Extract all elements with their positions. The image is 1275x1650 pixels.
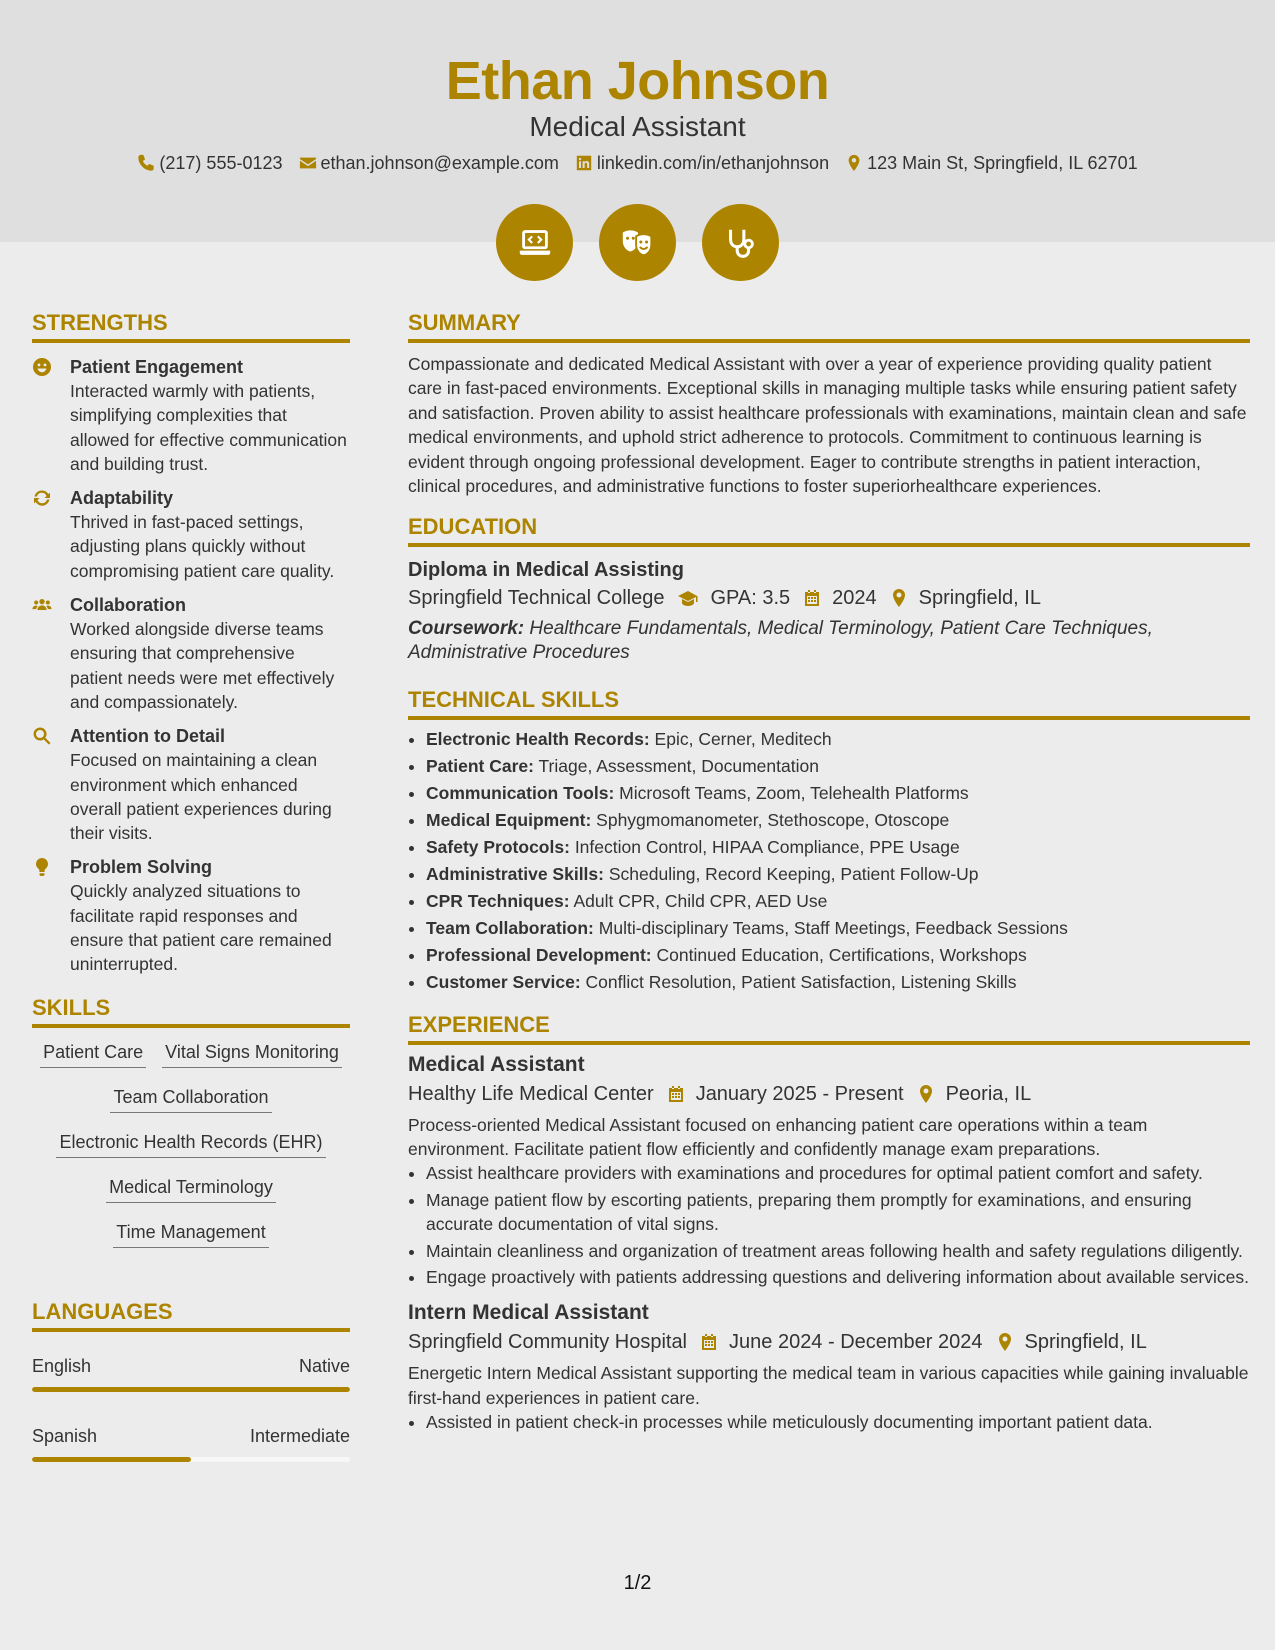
theater-masks-badge — [599, 204, 676, 281]
search-icon — [32, 726, 52, 746]
skill-tag: Team Collaboration — [110, 1085, 271, 1113]
skills-list — [32, 1040, 350, 1265]
job-entry — [408, 1299, 1250, 1434]
job-summary: Energetic Intern Medical Assistant supporting the medical team in various capacities while gaining invaluable first-hand experiences in patient care. — [408, 1363, 1249, 1408]
list-item: • Team Collaboration: Multi-disciplinary Teams, Staff Meetings, Feedback Sessions — [426, 915, 1250, 942]
strength-title: Problem Solving — [70, 857, 213, 878]
map-pin-icon — [995, 1332, 1015, 1352]
list-item: • Engage proactively with patients addressing questions and delivering information about available services. — [426, 1265, 1250, 1289]
language-item — [32, 1424, 350, 1462]
language-name: Spanish — [32, 1425, 98, 1446]
contact-address — [845, 151, 1138, 175]
page-number: 1/2 — [623, 1572, 652, 1594]
skills-heading: SKILLS — [32, 993, 350, 1028]
strength-item — [32, 486, 350, 583]
technical-skills-list — [408, 726, 1250, 995]
theater-masks-icon — [619, 224, 657, 262]
education-heading: EDUCATION — [408, 512, 1250, 547]
phone-icon — [137, 154, 155, 172]
phone-text: (217) 555-0123 — [159, 153, 283, 173]
laptop-code-badge — [496, 204, 573, 281]
strength-item — [32, 355, 350, 476]
list-item: • Assist healthcare providers with examinations and procedures for optimal patient comfort and safety. — [426, 1161, 1250, 1185]
strength-title: Adaptability — [70, 488, 174, 509]
list-item: • Maintain cleanliness and organization of treatment areas following health and safety regulations diligently. — [426, 1239, 1250, 1263]
education-coursework — [408, 617, 1250, 665]
technical-skills-heading: TECHNICAL SKILLS — [408, 685, 1250, 720]
job-location: Springfield, IL — [1024, 1331, 1147, 1354]
job-dates: June 2024 - December 2024 — [729, 1331, 983, 1354]
strengths-heading: STRENGTHS — [32, 308, 350, 343]
language-level: Intermediate — [249, 1425, 350, 1446]
job-entry-title: Intern Medical Assistant — [408, 1301, 649, 1325]
calendar-icon — [802, 588, 822, 608]
education-year: 2024 — [832, 587, 877, 610]
strength-title: Patient Engagement — [70, 357, 244, 377]
list-item: • Manage patient flow by escorting patients, preparing them promptly for examinations, and ensuring accurate documentation of vital signs. — [426, 1188, 1250, 1237]
list-item: • Assisted in patient check-in processes while meticulously documenting important patient data. — [426, 1410, 1250, 1434]
list-item: • Administrative Skills: Scheduling, Record Keeping, Patient Follow-Up — [426, 861, 1250, 888]
job-meta — [408, 1079, 1250, 1109]
list-item: • Medical Equipment: Sphygmomanometer, Stethoscope, Otoscope — [426, 807, 1250, 834]
list-item: • CPR Techniques: Adult CPR, Child CPR, AED Use — [426, 888, 1250, 915]
map-pin-icon — [845, 154, 863, 172]
contact-email[interactable] — [299, 151, 559, 175]
calendar-icon — [666, 1084, 686, 1104]
job-meta — [408, 1327, 1250, 1357]
linkedin-icon — [575, 154, 593, 172]
list-item: • Electronic Health Records: Epic, Cerner, Meditech — [426, 726, 1250, 753]
skill-tag: Medical Terminology — [106, 1175, 276, 1203]
language-item — [32, 1354, 350, 1392]
laptop-code-icon — [516, 224, 554, 262]
contact-phone[interactable] — [137, 151, 282, 175]
strength-title: Collaboration — [70, 595, 186, 616]
language-level: Native — [298, 1355, 350, 1376]
language-proficiency-fill — [32, 1387, 350, 1392]
strength-item — [32, 855, 350, 976]
map-pin-icon — [916, 1084, 936, 1104]
strength-desc: Focused on maintaining a clean environment which enhanced overall patient experiences during their visits. — [70, 750, 332, 844]
left-column — [32, 308, 350, 1494]
strength-item — [32, 724, 350, 845]
education-meta — [408, 583, 1250, 613]
list-item: • Customer Service: Conflict Resolution, Patient Satisfaction, Listening Skills — [426, 969, 1250, 996]
strength-item — [32, 593, 350, 714]
skill-tag: Electronic Health Records (EHR) — [56, 1130, 325, 1158]
skill-tag: Time Management — [113, 1220, 268, 1248]
job-dates: January 2025 - Present — [695, 1082, 904, 1105]
list-item: • Patient Care: Triage, Assessment, Documentation — [426, 753, 1250, 780]
job-title: Medical Assistant — [529, 111, 746, 142]
badge-row — [0, 204, 1275, 281]
strength-title: Attention to Detail — [70, 726, 225, 747]
education-location: Springfield, IL — [918, 587, 1041, 610]
contact-linkedin[interactable] — [575, 151, 829, 175]
strength-desc: Worked alongside diverse teams ensuring that comprehensive patient needs were met effectively and compassionately. — [70, 619, 335, 712]
sync-icon — [32, 488, 52, 508]
calendar-icon — [699, 1332, 719, 1352]
job-entry-title: Medical Assistant — [408, 1052, 585, 1076]
job-company: Springfield Community Hospital — [408, 1331, 688, 1354]
email-text: ethan.johnson@example.com — [320, 153, 559, 173]
job-bullets — [408, 1410, 1250, 1434]
job-summary: Process-oriented Medical Assistant focused on enhancing patient care operations within a team environment. Facilitate patient flow efficiently and confidently manage exam preparations. — [408, 1114, 1148, 1159]
education-school: Springfield Technical College — [408, 587, 665, 610]
list-item: • Communication Tools: Microsoft Teams, Zoom, Telehealth Platforms — [426, 780, 1250, 807]
skill-tag: Patient Care — [40, 1040, 146, 1068]
graduation-cap-icon — [676, 588, 700, 608]
job-entry — [408, 1051, 1250, 1290]
linkedin-text: linkedin.com/in/ethanjohnson — [596, 153, 830, 173]
coursework-label: Coursework: — [408, 618, 525, 640]
education-gpa: GPA: 3.5 — [710, 587, 791, 610]
languages-heading: LANGUAGES — [32, 1297, 350, 1332]
language-proficiency-bar — [32, 1387, 350, 1392]
address-text: 123 Main St, Springfield, IL 62701 — [867, 153, 1138, 173]
coursework-list: Healthcare Fundamentals, Medical Terminology, Patient Care Techniques, Administrative Procedures — [408, 618, 1153, 664]
language-proficiency-fill — [32, 1457, 191, 1462]
envelope-icon — [299, 154, 317, 172]
strength-desc: Quickly analyzed situations to facilitate rapid responses and ensure that patient care remained uninterrupted. — [70, 881, 332, 975]
list-item: • Safety Protocols: Infection Control, HIPAA Compliance, PPE Usage — [426, 834, 1250, 861]
contact-bar — [0, 151, 1275, 175]
stethoscope-icon — [722, 224, 760, 262]
list-item: • Professional Development: Continued Education, Certifications, Workshops — [426, 942, 1250, 969]
map-pin-icon — [889, 588, 909, 608]
strength-desc: Interacted warmly with patients, simplifying complexities that allowed for effective communication and building trust. — [70, 381, 347, 474]
summary-heading: SUMMARY — [408, 308, 1250, 343]
candidate-name: Ethan Johnson — [445, 51, 830, 111]
skill-tag: Vital Signs Monitoring — [162, 1040, 342, 1068]
job-bullets — [408, 1161, 1250, 1289]
right-column — [408, 308, 1250, 1437]
strength-desc: Thrived in fast-paced settings, adjusting plans quickly without compromising patient care quality. — [70, 512, 335, 581]
smile-icon — [32, 357, 52, 377]
summary-text: Compassionate and dedicated Medical Assistant with over a year of experience providing quality patient care in fast-paced environments. Exceptional skills in managing multiple tasks while ensuring patient safety and satisfaction. Proven ability to assist healthcare professionals with examinations, maintain clean and safe medical environments, and uphold strict adherence to protocols. Commitment to continuous learning is evident through ongoing professional development. Eager to contribute strengths in patient interaction, clinical procedures, and administrative functions to foster superiorhealthcare experiences. — [408, 354, 1247, 497]
lightbulb-icon — [32, 857, 52, 877]
language-proficiency-bar — [32, 1457, 350, 1462]
experience-heading: EXPERIENCE — [408, 1010, 1250, 1045]
education-degree: Diploma in Medical Assisting — [408, 559, 684, 582]
language-name: English — [32, 1355, 92, 1376]
job-company: Healthy Life Medical Center — [408, 1082, 654, 1105]
users-icon — [32, 595, 52, 615]
stethoscope-badge — [702, 204, 779, 281]
job-location: Peoria, IL — [945, 1082, 1032, 1105]
